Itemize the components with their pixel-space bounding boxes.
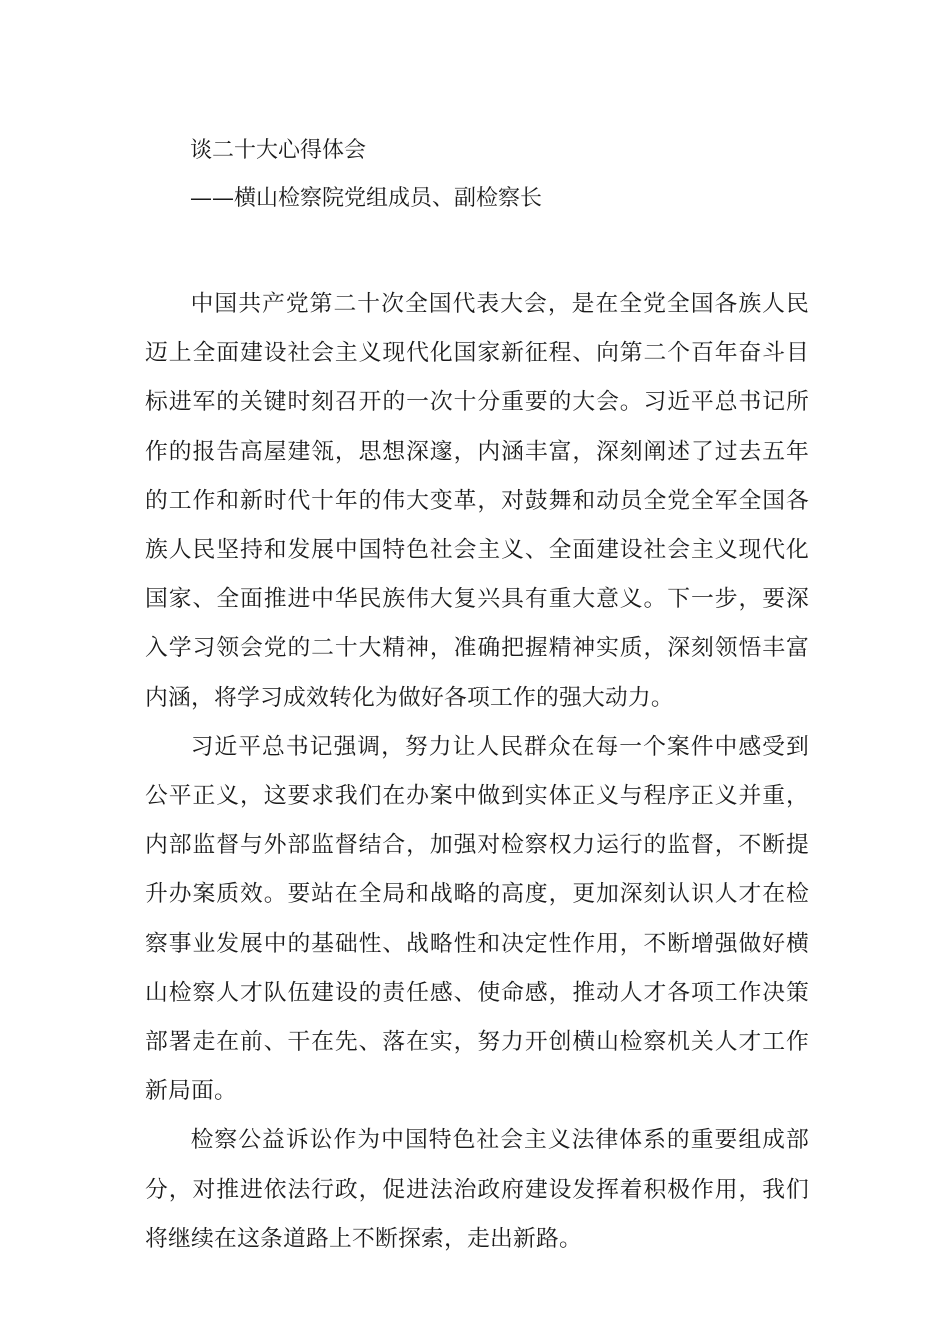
document-body <box>145 280 809 1264</box>
paragraph-1: 中国共产党第二十次全国代表大会，是在全党全国各族人民迈上全面建设社会主义现代化国家新征程、向第二个百年奋斗目标进军的关键时刻召开的一次十分重要的大会。习近平总书记所作的报告高屋建瓴，思想深邃，内涵丰富，深刻阐述了过去五年的工作和新时代十年的伟大变革，对鼓舞和动员全党全军全国各族人民坚持和发展中国特色社会主义、全面建设社会主义现代化国家、全面推进中华民族伟大复兴具有重大意义。下一步，要深入学习领会党的二十大精神，准确把握精神实质，深刻领悟丰富内涵，将学习成效转化为做好各项工作的强大动力。 <box>145 291 809 711</box>
paragraph-2: 习近平总书记强调，努力让人民群众在每一个案件中感受到公平正义，这要求我们在办案中做到实体正义与程序正义并重，内部监督与外部监督结合，加强对检察权力运行的监督，不断提升办案质效。要站在全局和战略的高度，更加深刻认识人才在检察事业发展中的基础性、战略性和决定性作用，不断增强做好横山检察人才队伍建设的责任感、使命感，推动人才各项工作决策部署走在前、干在先、落在实，努力开创横山检察机关人才工作新局面。 <box>145 733 809 1105</box>
paragraph-3: 检察公益诉讼作为中国特色社会主义法律体系的重要组成部分，对推进依法行政，促进法治政府建设发挥着积极作用，我们将继续在这条道路上不断探索，走出新路。 <box>145 1127 809 1252</box>
document-title: 谈二十大心得体会 <box>190 138 367 163</box>
document-subtitle: ——横山检察院党组成员、副检察长 <box>190 186 543 211</box>
